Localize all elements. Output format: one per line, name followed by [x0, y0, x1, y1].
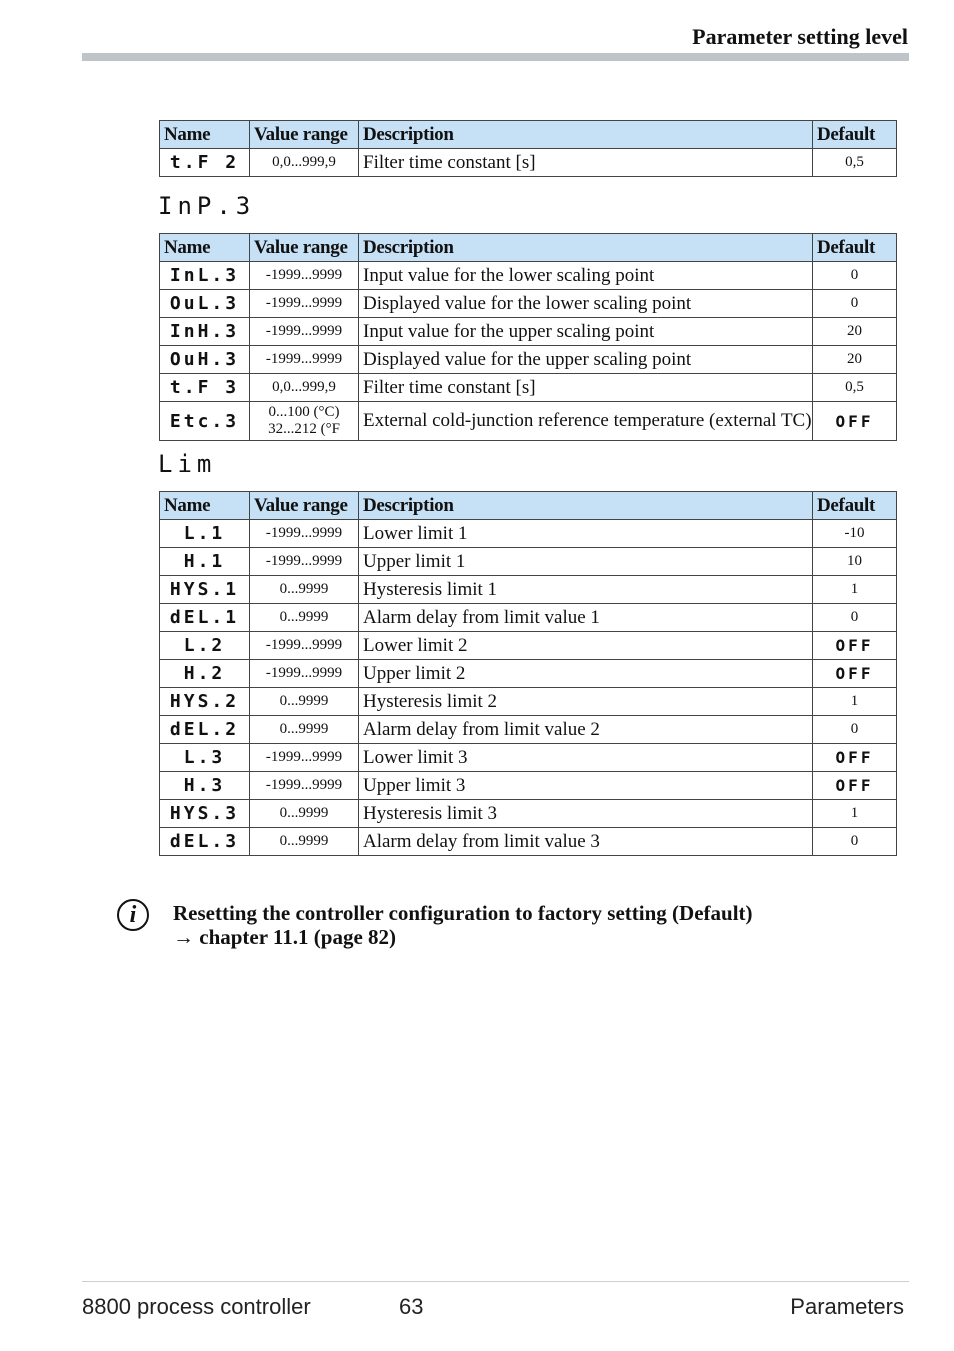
col-header-default: Default [813, 234, 897, 262]
param-default: OFF [813, 402, 897, 441]
col-header-description: Description [359, 234, 813, 262]
note-line-chapter-link[interactable]: → chapter 11.1 (page 82) [173, 925, 397, 949]
param-default: 0,5 [813, 374, 897, 402]
param-range: 0,0...999,9 [250, 149, 359, 177]
param-range: -1999...9999 [250, 290, 359, 318]
param-description: Upper limit 1 [359, 548, 813, 576]
note-text [173, 901, 873, 949]
param-name: HYS.2 [160, 688, 250, 716]
param-default: OFF [813, 660, 897, 688]
table-header-row [160, 492, 897, 520]
param-description: Hysteresis limit 3 [359, 800, 813, 828]
param-range: -1999...9999 [250, 346, 359, 374]
param-name: L.1 [160, 520, 250, 548]
param-name: HYS.1 [160, 576, 250, 604]
param-name: H.1 [160, 548, 250, 576]
table-row [160, 576, 897, 604]
param-range: -1999...9999 [250, 548, 359, 576]
param-range-celsius: 0...100 (°C) [268, 404, 340, 420]
param-name: Etc.3 [160, 402, 250, 441]
table-row [160, 744, 897, 772]
param-range: 0...9999 [250, 828, 359, 856]
param-default: OFF [813, 744, 897, 772]
param-range: -1999...9999 [250, 318, 359, 346]
lim-table [159, 491, 897, 856]
note-line-reset: Resetting the controller configuration to factory setting (Default) [173, 901, 753, 925]
param-description: Hysteresis limit 1 [359, 576, 813, 604]
param-description: Alarm delay from limit value 1 [359, 604, 813, 632]
param-range: -1999...9999 [250, 520, 359, 548]
param-range: -1999...9999 [250, 660, 359, 688]
table-row [160, 346, 897, 374]
param-default: 20 [813, 346, 897, 374]
param-default: 1 [813, 576, 897, 604]
table-row [160, 716, 897, 744]
param-name: OuH.3 [160, 346, 250, 374]
param-name: H.2 [160, 660, 250, 688]
table-row [160, 800, 897, 828]
table-row [160, 262, 897, 290]
param-description: Alarm delay from limit value 2 [359, 716, 813, 744]
param-description: Filter time constant [s] [359, 374, 813, 402]
param-range: -1999...9999 [250, 744, 359, 772]
table-header-row [160, 121, 897, 149]
param-description: Lower limit 3 [359, 744, 813, 772]
table-row [160, 688, 897, 716]
param-name: HYS.3 [160, 800, 250, 828]
col-header-range: Value range [250, 234, 359, 262]
param-description: External cold-junction reference temperature (external TC) [359, 402, 813, 441]
table-row [160, 604, 897, 632]
param-default: 0 [813, 262, 897, 290]
param-name: L.2 [160, 632, 250, 660]
param-description: Upper limit 2 [359, 660, 813, 688]
section-label-lim: Lim [158, 450, 217, 478]
table-row [160, 402, 897, 441]
param-description: Displayed value for the lower scaling point [359, 290, 813, 318]
table-row [160, 290, 897, 318]
param-description: Alarm delay from limit value 3 [359, 828, 813, 856]
param-description: Filter time constant [s] [359, 149, 813, 177]
param-description: Input value for the upper scaling point [359, 318, 813, 346]
param-range: 0...9999 [250, 716, 359, 744]
param-name: dEL.2 [160, 716, 250, 744]
param-range: -1999...9999 [250, 772, 359, 800]
header-rule [82, 53, 909, 61]
param-default: -10 [813, 520, 897, 548]
param-default: OFF [813, 632, 897, 660]
param-name: dEL.3 [160, 828, 250, 856]
filter-table [159, 120, 897, 177]
col-header-default: Default [813, 121, 897, 149]
param-range-fahrenheit: 32...212 (°F [268, 421, 340, 437]
param-range: 0...9999 [250, 576, 359, 604]
table-row [160, 374, 897, 402]
footer-product: 8800 process controller [82, 1294, 311, 1319]
col-header-default: Default [813, 492, 897, 520]
param-range [250, 402, 359, 441]
param-default: 1 [813, 688, 897, 716]
table-row [160, 632, 897, 660]
param-default: 0 [813, 604, 897, 632]
param-default: 1 [813, 800, 897, 828]
footer-rule [82, 1281, 909, 1282]
param-default: 0 [813, 828, 897, 856]
param-name: H.3 [160, 772, 250, 800]
table-row [160, 828, 897, 856]
footer-page-number: 63 [399, 1294, 424, 1319]
param-name: L.3 [160, 744, 250, 772]
param-default: 20 [813, 318, 897, 346]
param-name: OuL.3 [160, 290, 250, 318]
table-row [160, 520, 897, 548]
param-default: 0,5 [813, 149, 897, 177]
param-default: 10 [813, 548, 897, 576]
table-row [160, 149, 897, 177]
footer-section: Parameters [790, 1294, 904, 1319]
param-name: InL.3 [160, 262, 250, 290]
table-row [160, 318, 897, 346]
param-description: Displayed value for the upper scaling point [359, 346, 813, 374]
col-header-name: Name [160, 121, 250, 149]
col-header-range: Value range [250, 121, 359, 149]
param-default: 0 [813, 290, 897, 318]
table-row [160, 548, 897, 576]
table-row [160, 660, 897, 688]
param-range: 0...9999 [250, 604, 359, 632]
param-range: 0...9999 [250, 800, 359, 828]
param-description: Lower limit 1 [359, 520, 813, 548]
page-header-title: Parameter setting level [692, 24, 908, 49]
col-header-description: Description [359, 492, 813, 520]
param-name: t.F 3 [160, 374, 250, 402]
param-name: t.F 2 [160, 149, 250, 177]
col-header-name: Name [160, 234, 250, 262]
inp3-table [159, 233, 897, 441]
param-name: dEL.1 [160, 604, 250, 632]
param-default: OFF [813, 772, 897, 800]
param-range: 0...9999 [250, 688, 359, 716]
section-label-inp3: InP.3 [158, 192, 256, 220]
col-header-description: Description [359, 121, 813, 149]
param-range: -1999...9999 [250, 632, 359, 660]
info-icon: i [117, 899, 149, 931]
table-header-row [160, 234, 897, 262]
param-name: InH.3 [160, 318, 250, 346]
col-header-range: Value range [250, 492, 359, 520]
param-description: Hysteresis limit 2 [359, 688, 813, 716]
param-description: Lower limit 2 [359, 632, 813, 660]
table-row [160, 772, 897, 800]
param-description: Input value for the lower scaling point [359, 262, 813, 290]
col-header-name: Name [160, 492, 250, 520]
param-range: -1999...9999 [250, 262, 359, 290]
param-range: 0,0...999,9 [250, 374, 359, 402]
param-default: 0 [813, 716, 897, 744]
param-description: Upper limit 3 [359, 772, 813, 800]
